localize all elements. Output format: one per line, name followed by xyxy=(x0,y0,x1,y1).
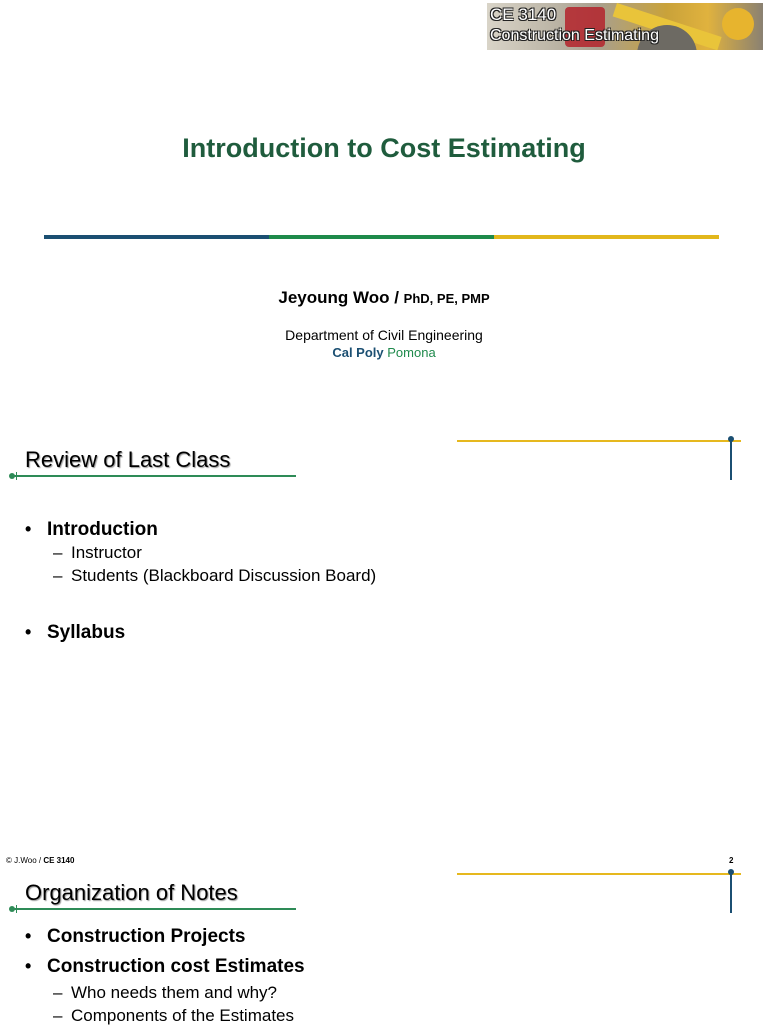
underline-dot xyxy=(9,906,15,912)
title-divider xyxy=(44,235,719,239)
school-name-part2: Pomona xyxy=(387,345,436,360)
header-accent-line xyxy=(457,873,741,875)
dash-glyph: – xyxy=(53,1006,63,1025)
slide3-title: Organization of Notes xyxy=(25,880,238,905)
title-underline xyxy=(12,475,296,477)
slide2-bullet-list xyxy=(25,519,376,644)
subitem-text: Students (Blackboard Discussion Board) xyxy=(71,566,377,585)
footer-author: © J.Woo / xyxy=(6,856,44,865)
footer-copyright xyxy=(6,856,74,865)
title-underline xyxy=(12,908,296,910)
divider-segment-green xyxy=(269,235,494,239)
dash-glyph: – xyxy=(53,543,63,562)
bullet-text: Construction cost Estimates xyxy=(47,956,305,977)
slide1-title: Introduction to Cost Estimating xyxy=(182,133,586,163)
underline-tick xyxy=(16,905,17,913)
underline-dot xyxy=(9,473,15,479)
course-banner xyxy=(487,3,763,50)
underline-tick xyxy=(16,472,17,480)
author-line xyxy=(0,288,768,308)
dash-glyph: – xyxy=(53,983,63,1002)
sub-list-item xyxy=(53,983,305,1003)
bullet-text: Construction Projects xyxy=(47,926,246,947)
helmet-graphic xyxy=(722,8,754,40)
slide2-title: Review of Last Class xyxy=(25,447,231,472)
bullet-glyph: • xyxy=(25,622,32,642)
divider-segment-blue xyxy=(44,235,269,239)
subitem-text: Components of the Estimates xyxy=(71,1006,295,1025)
bullet-glyph: • xyxy=(25,926,32,946)
bullet-glyph: • xyxy=(25,956,32,976)
list-item xyxy=(25,622,376,644)
bullet-text: Syllabus xyxy=(47,622,126,643)
subitem-text: Who needs them and why? xyxy=(71,983,278,1002)
list-item xyxy=(25,519,376,541)
school-name xyxy=(0,345,768,360)
sub-list-item xyxy=(53,1006,305,1026)
header-accent-bar xyxy=(730,873,732,913)
department: Department of Civil Engineering xyxy=(285,327,483,343)
header-accent-bar xyxy=(730,440,732,480)
sub-list-item xyxy=(53,566,376,586)
sub-list-item xyxy=(53,543,376,563)
dash-glyph: – xyxy=(53,566,63,585)
author-credentials: PhD, PE, PMP xyxy=(403,291,490,306)
author-name: Jeyoung Woo / xyxy=(278,288,399,307)
divider-segment-yellow xyxy=(494,235,719,239)
footer-course: CE 3140 xyxy=(43,856,75,865)
subitem-text: Instructor xyxy=(71,543,142,562)
banner-course-name: Construction Estimating xyxy=(490,27,659,44)
slide3-bullet-list xyxy=(25,926,305,1026)
banner-course-code: CE 3140 xyxy=(490,5,557,24)
page-number: 2 xyxy=(729,856,734,865)
bullet-text: Introduction xyxy=(47,519,158,540)
bullet-glyph: • xyxy=(25,519,32,539)
list-item xyxy=(25,956,305,978)
school-name-part1: Cal Poly xyxy=(332,345,384,360)
list-item xyxy=(25,926,305,948)
header-accent-line xyxy=(457,440,741,442)
